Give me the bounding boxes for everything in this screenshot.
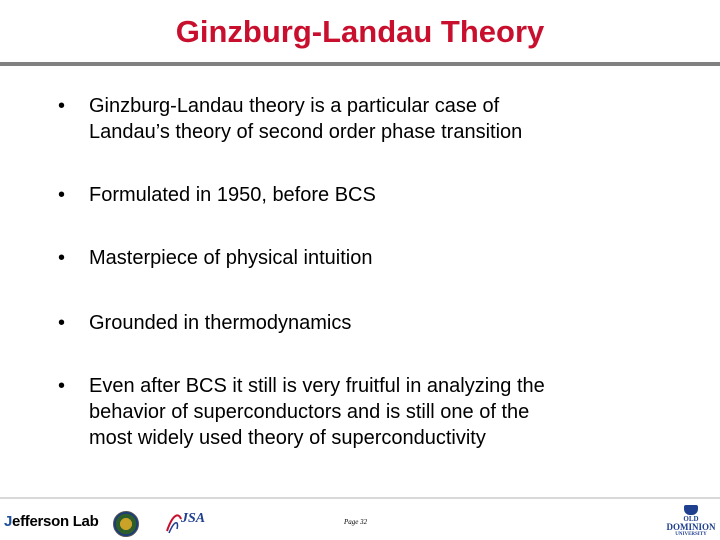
title-divider xyxy=(0,62,720,66)
bullet-item xyxy=(58,373,678,451)
bullet-line: Masterpiece of physical intuition xyxy=(89,247,373,269)
odu-logo xyxy=(664,505,718,539)
bullet-line: Formulated in 1950, before BCS xyxy=(89,184,376,206)
bullet-dot: • xyxy=(58,184,66,206)
bullet-text xyxy=(89,93,522,145)
bullet-line: Ginzburg-Landau theory is a particular case of xyxy=(89,95,500,117)
page-number: Page 32 xyxy=(344,518,368,526)
slide-footer xyxy=(0,499,720,540)
bullet-text xyxy=(89,245,372,271)
bullet-line: most widely used theory of superconductivity xyxy=(89,427,486,449)
bullet-line: Even after BCS it still is very fruitful in analyzing the xyxy=(89,375,545,397)
slide-title: Ginzburg-Landau Theory xyxy=(175,14,545,49)
jefferson-lab-logo-j: J xyxy=(4,513,13,530)
bullet-line: Grounded in thermodynamics xyxy=(89,312,352,334)
bullet-item xyxy=(58,245,678,271)
odu-logo-line: OLD xyxy=(683,515,699,523)
odu-crest-icon xyxy=(684,505,698,515)
odu-logo-line: UNIVERSITY xyxy=(675,532,707,537)
bullet-dot: • xyxy=(58,247,66,269)
jefferson-lab-logo-text: efferson Lab xyxy=(12,513,99,530)
bullet-dot: • xyxy=(58,95,66,117)
odu-logo-line: DOMINION xyxy=(666,522,716,532)
jefferson-lab-logo xyxy=(4,513,98,530)
bullet-text xyxy=(89,373,545,451)
bullet-line: Landau’s theory of second order phase transition xyxy=(89,121,523,143)
bullet-text xyxy=(89,182,376,208)
bullet-item xyxy=(58,93,678,145)
jsa-logo-text: JSA xyxy=(181,511,206,526)
bullet-line: behavior of superconductors and is still one of the xyxy=(89,401,530,423)
bullet-dot: • xyxy=(58,375,66,397)
bullet-item xyxy=(58,182,678,208)
bullet-text xyxy=(89,310,351,336)
bullet-dot: • xyxy=(58,312,66,334)
doe-seal-icon xyxy=(113,511,139,537)
bullet-item xyxy=(58,310,678,336)
